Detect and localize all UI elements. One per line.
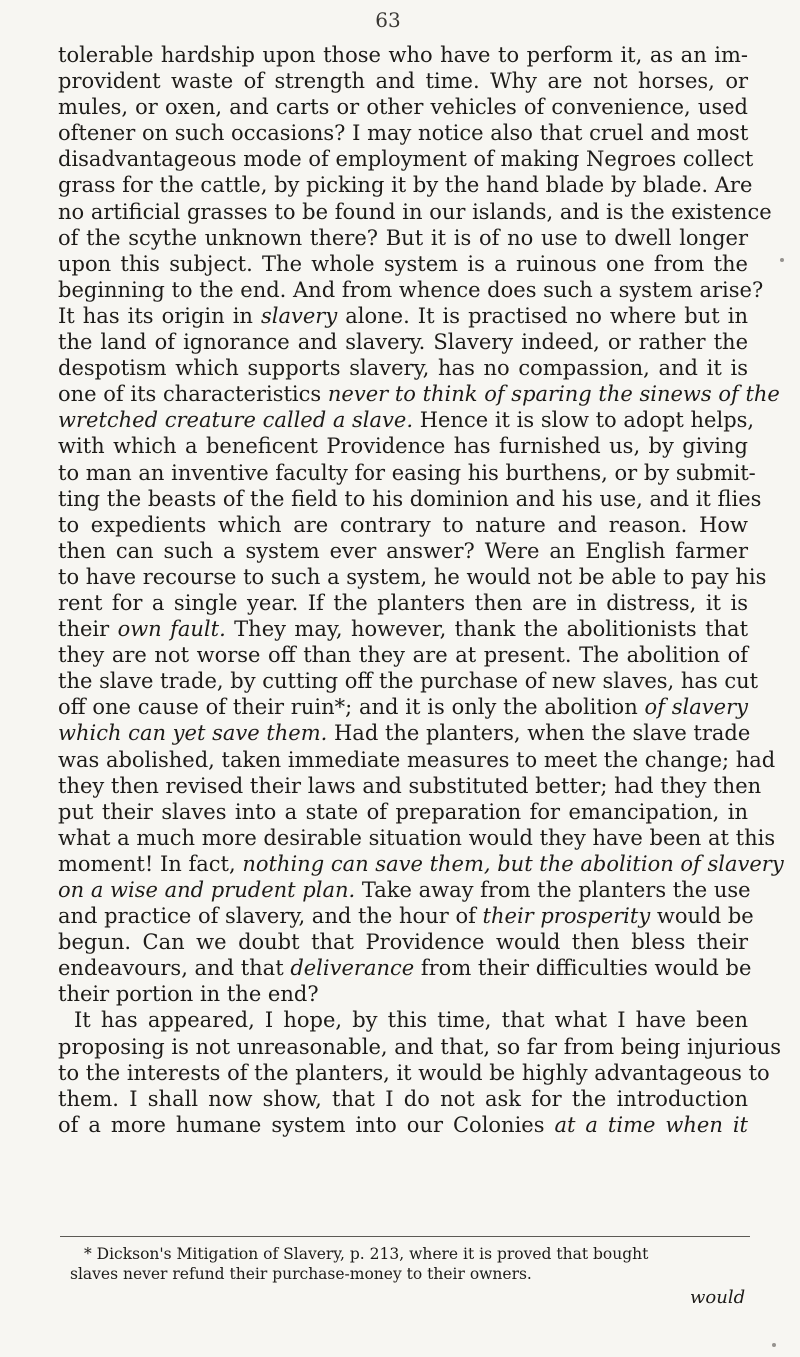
text-run: beginning to the end. And from whence does such a system arise? xyxy=(58,277,764,302)
text-line xyxy=(58,1112,748,1138)
text-line xyxy=(58,381,780,407)
text-run: one of its characteristics xyxy=(58,382,328,407)
text-run: put their slaves into a state of preparation for emancipation, in xyxy=(58,799,748,824)
text-line xyxy=(58,720,751,746)
text-line xyxy=(58,94,748,120)
text-line xyxy=(58,877,751,903)
text-line xyxy=(58,981,748,1007)
text-line xyxy=(58,512,748,538)
text-line xyxy=(58,1060,770,1086)
text-run: alone. It is practised no where but in xyxy=(337,303,748,328)
text-run: their xyxy=(58,617,118,642)
italic-text: wretched creature called a slave. xyxy=(58,408,414,433)
text-line xyxy=(58,799,748,825)
text-run: was abolished, taken immediate measures to meet the change; had xyxy=(58,747,776,772)
text-line xyxy=(58,1086,748,1112)
text-run: to have recourse to such a system, he would not be able to pay his xyxy=(58,564,767,589)
text-run: tolerable hardship upon those who have to perform it, as an im- xyxy=(58,43,748,67)
text-run: It has its origin in xyxy=(58,303,261,328)
text-run: begun. Can we doubt that Providence would then bless their xyxy=(58,930,748,955)
text-line xyxy=(58,747,776,773)
text-run: despotism which supports slavery, has no compassion, and it is xyxy=(58,356,748,381)
text-run: of the scythe unknown there? But it is of no use to dwell longer xyxy=(58,225,748,250)
text-line xyxy=(58,433,748,459)
text-run: grass for the cattle, by picking it by the hand blade by blade. Are xyxy=(58,173,753,198)
text-run: rent for a single year. If the planters then are in distress, it is xyxy=(58,590,748,615)
text-line xyxy=(58,251,748,277)
text-line xyxy=(58,1034,782,1060)
text-run: off one cause of their ruin*; and it is only the abolition xyxy=(58,695,645,720)
text-line xyxy=(58,42,748,68)
italic-text: which can yet save them. xyxy=(58,721,328,746)
catchword: would xyxy=(690,1287,746,1308)
text-line xyxy=(58,851,784,877)
text-run: to the interests of the planters, it would be highly advantageous to xyxy=(58,1060,770,1085)
text-line xyxy=(58,355,748,381)
text-run: disadvantageous mode of employment of making Negroes collect xyxy=(58,147,754,172)
text-line xyxy=(58,120,748,146)
text-run: they then revised their laws and substituted better; had they then xyxy=(58,773,762,798)
italic-text: slavery xyxy=(260,303,338,328)
text-line xyxy=(58,955,752,981)
text-run: to expedients which are contrary to nature and reason. How xyxy=(58,512,748,537)
text-run: no artificial grasses to be found in our islands, and is the existence xyxy=(58,199,772,224)
text-line xyxy=(58,642,748,668)
text-line xyxy=(58,668,759,694)
text-line xyxy=(58,225,748,251)
text-line xyxy=(58,329,748,355)
text-line xyxy=(58,825,776,851)
italic-text: deliverance xyxy=(290,956,415,981)
text-line xyxy=(58,590,748,616)
footnote-rule xyxy=(60,1236,750,1237)
text-run: with which a beneficent Providence has furnished us, by giving xyxy=(58,434,748,459)
text-line xyxy=(58,903,754,929)
text-run: they are not worse off than they are at present. The abolition of xyxy=(58,643,748,668)
italic-text: on a wise and prudent plan. xyxy=(58,878,356,902)
text-run: Take away from the planters the use xyxy=(355,878,751,902)
text-line xyxy=(58,68,748,94)
text-run: upon this subject. The whole system is a ruinous one from the xyxy=(58,251,748,276)
text-run: them. I shall now show, that I do not ask for the introduction xyxy=(58,1086,748,1111)
text-line xyxy=(58,172,753,198)
text-run: their portion in the end? xyxy=(58,982,319,1007)
text-run: oftener on such occasions? I may notice also that cruel and most xyxy=(58,121,749,146)
text-line xyxy=(58,460,756,486)
text-line xyxy=(58,1007,748,1033)
footnote xyxy=(70,1244,750,1284)
text-run: Had the planters, when the slave trade xyxy=(327,721,751,746)
main-text-block xyxy=(58,42,784,1138)
text-line xyxy=(58,694,748,720)
text-line xyxy=(58,538,748,564)
text-run: would be xyxy=(650,904,754,929)
text-line xyxy=(58,303,748,329)
text-line xyxy=(58,146,754,172)
text-run: and practice of slavery, and the hour of xyxy=(58,904,483,929)
italic-text: never to think of sparing the sinews of the xyxy=(327,382,780,407)
paper-speck xyxy=(780,258,784,262)
text-run: endeavours, and that xyxy=(58,956,291,981)
italic-text: own fault. xyxy=(117,617,226,642)
text-line xyxy=(58,564,767,590)
text-run: ting the beasts of the field to his dominion and his use, and it flies xyxy=(58,486,762,511)
italic-text: their prosperity xyxy=(482,904,651,929)
text-line xyxy=(58,407,755,433)
text-line xyxy=(58,773,762,799)
text-line xyxy=(58,277,764,303)
footnote-line: * Dickson's Mitigation of Slavery, p. 213, where it is proved that bought xyxy=(84,1245,649,1263)
paper-speck xyxy=(772,1343,776,1347)
text-run: the land of ignorance and slavery. Slavery indeed, or rather the xyxy=(58,330,748,355)
text-run: from their difficulties would be xyxy=(414,956,752,981)
italic-text: at a time when it xyxy=(554,1112,748,1137)
text-line xyxy=(58,486,762,512)
text-run: provident waste of strength and time. Why are not horses, or xyxy=(58,69,748,94)
text-run: mules, or oxen, and carts or other vehicles of convenience, used xyxy=(58,95,748,120)
text-run: to man an inventive faculty for easing his burthens, or by submit- xyxy=(58,460,756,485)
text-run: of a more humane system into our Colonies xyxy=(58,1112,555,1137)
text-run: moment! In fact, xyxy=(58,851,243,876)
text-run: Hence it is slow to adopt helps, xyxy=(413,408,755,433)
text-line xyxy=(58,616,748,642)
text-line xyxy=(58,929,748,955)
italic-text: of slavery xyxy=(644,695,748,720)
text-run: proposing is not unreasonable, and that, so far from being injurious xyxy=(58,1034,782,1059)
footnote-line: slaves never refund their purchase-money to their owners. xyxy=(70,1265,532,1283)
text-run: the slave trade, by cutting off the purchase of new slaves, has cut xyxy=(58,669,759,694)
text-run: what a much more desirable situation would they have been at this xyxy=(58,825,776,850)
text-run: It has appeared, I hope, by this time, that what I have been xyxy=(74,1008,748,1033)
text-run: then can such a system ever answer? Were an English farmer xyxy=(58,538,748,563)
page-number: 63 xyxy=(375,8,401,32)
text-line xyxy=(58,199,772,225)
italic-text: nothing can save them, but the abolition of slavery xyxy=(242,851,784,876)
text-run: They may, however, thank the abolitionists that xyxy=(225,617,749,642)
